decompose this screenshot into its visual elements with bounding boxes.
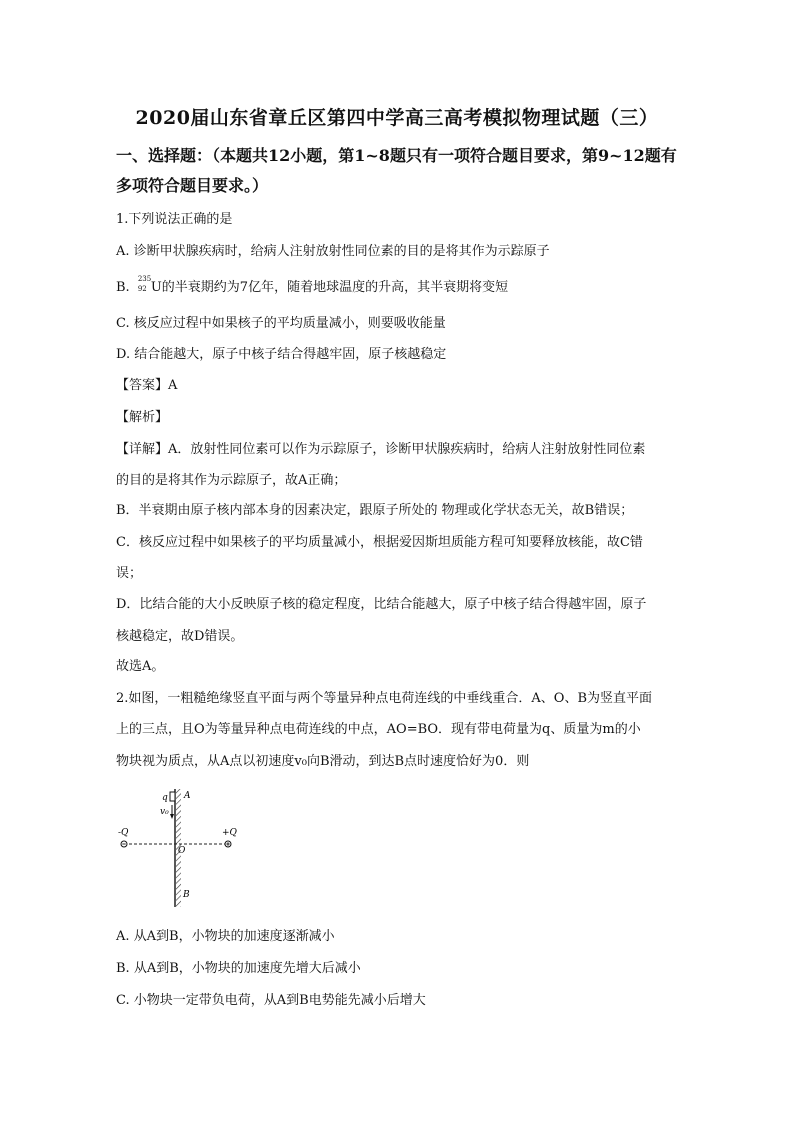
label-A: A (184, 791, 191, 801)
label-q: q (162, 793, 168, 803)
q1-detail-line-6: D．比结合能的大小反映原子核的稳定程度，比结合能越大，原子中核子结合得越牢固，原子 (116, 597, 647, 612)
q1-detail-line-4: C．核反应过程中如果核子的平均质量减小，根据爱因斯坦质能方程可知要释放核能，故C错 (116, 535, 643, 550)
q1-option-c: C. 核反应过程中如果核子的平均质量减小，则要吸收能量 (116, 316, 446, 331)
page-title: 2020届山东省章丘区第四中学高三高考模拟物理试题（三） (135, 107, 659, 129)
q1-detail-line-2: 的目的是将其作为示踪原子，故A正确； (116, 473, 347, 488)
q1-option-b (116, 276, 508, 295)
q2-option-c: C. 小物块一定带负电荷，从A到B电势能先减小后增大 (116, 993, 426, 1008)
section-heading: 一、选择题：（本题共12小题，第1~8题只有一项符合题目要求，第9~12题有多项符合题目要求。） (116, 146, 677, 195)
q1-analysis-label: 【解析】 (116, 410, 169, 425)
isotope-mass-number: 235 (137, 275, 152, 283)
label-O: O (178, 846, 186, 856)
isotope-notation (137, 275, 152, 293)
charged-block (170, 792, 175, 801)
q1-option-d: D. 结合能越大，原子中核子结合得越牢固，原子核越稳定 (116, 347, 447, 362)
q1-option-a: A. 诊断甲状腺疾病时，给病人注射放射性同位素的目的是将其作为示踪原子 (116, 244, 550, 259)
label-positive-Q: +Q (222, 828, 237, 838)
q1-detail-line-1: 【详解】A．放射性同位素可以作为示踪原子，诊断甲状腺疾病时，给病人注射放射性同位素 (116, 442, 646, 457)
q2-stem-line-3: 物块视为质点，从A点以初速度v₀向B滑动，到达B点时速度恰好为0．则 (116, 754, 530, 769)
q1-option-b-text: 的半衰期约为7亿年，随着地球温度的升高，其半衰期将变短 (161, 280, 509, 295)
q1-detail-line-3: B．半衰期由原子核内部本身的因素决定，跟原子所处的 物理或化学状态无关，故B错误； (116, 503, 634, 518)
q1-conclusion: 故选A。 (116, 659, 165, 674)
q1-detail-line-7: 核越稳定，故D错误。 (116, 629, 244, 644)
label-B: B (183, 890, 190, 900)
q2-option-b: B. 从A到B，小物块的加速度先增大后减小 (116, 961, 361, 976)
label-v0: v₀ (160, 807, 169, 817)
q2-stem-line-1: 2.如图，一粗糙绝缘竖直平面与两个等量异种点电荷连线的中垂线重合．A、O、B为竖直平面 (116, 691, 653, 706)
isotope-atomic-number: 92 (137, 285, 147, 293)
charge-wall-figure (112, 783, 244, 909)
q2-option-a: A. 从A到B，小物块的加速度逐渐减小 (116, 929, 335, 944)
label-negative-Q: -Q (118, 828, 129, 838)
q1-detail-line-5: 误； (116, 566, 143, 581)
q1-option-b-prefix: B. (116, 280, 130, 295)
q1-answer: 【答案】A (116, 378, 178, 393)
velocity-arrowhead (170, 814, 174, 819)
q1-stem: 1.下列说法正确的是 (116, 212, 233, 227)
q2-stem-line-2: 上的三点，且O为等量异种点电荷连线的中点，AO=BO．现有带电荷量为q、质量为m的小 (116, 722, 641, 737)
isotope-symbol: U (150, 280, 162, 295)
